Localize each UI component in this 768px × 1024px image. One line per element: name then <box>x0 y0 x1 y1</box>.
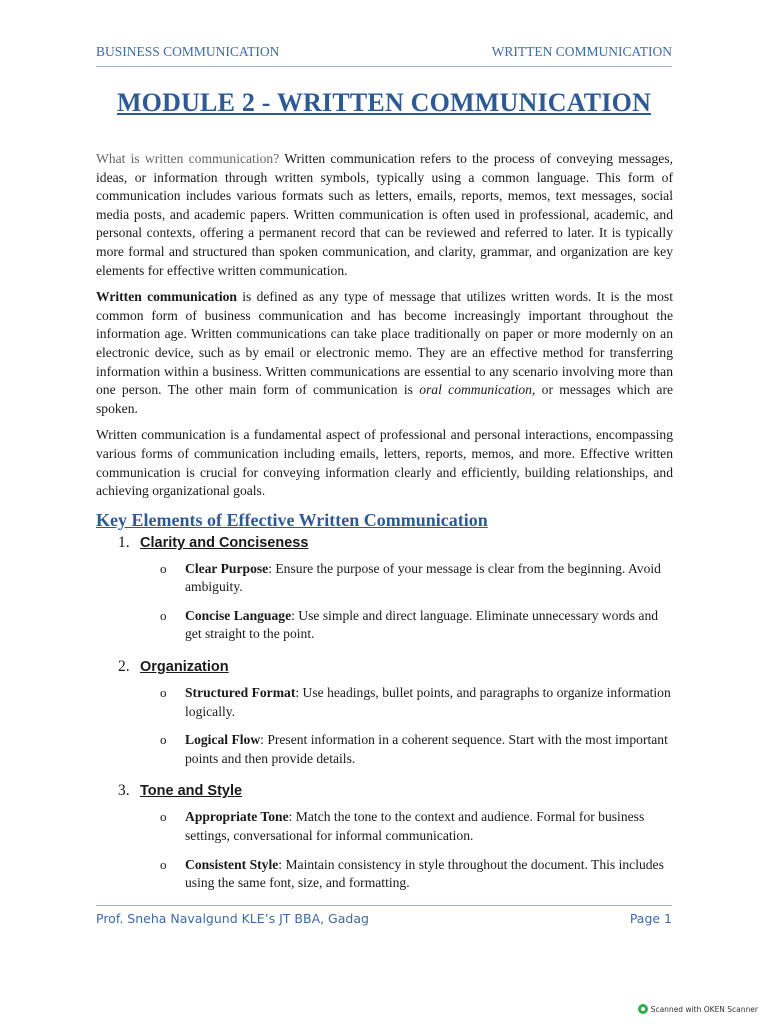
item-desc: : Use simple and direct language. Eliminate unnecessary words and get straight to the point. <box>185 607 659 642</box>
item-desc: : Present information in a coherent sequence. Start with the most important points and then provide details. <box>185 732 668 766</box>
header-left: BUSINESS COMMUNICATION <box>96 44 280 59</box>
list-item <box>96 808 673 845</box>
header-right: WRITTEN COMMUNICATION <box>491 44 672 59</box>
list-item <box>96 856 673 893</box>
section-clarity <box>96 532 673 644</box>
intro-paragraph <box>96 150 673 280</box>
definition-term: Written communication <box>96 289 237 305</box>
bullet-circle-icon: o <box>160 607 167 623</box>
item-term: Clear Purpose <box>185 560 269 576</box>
list-item <box>96 731 673 768</box>
section-heading <box>118 780 673 802</box>
section-number: 1. <box>118 533 130 551</box>
bullet-circle-icon: o <box>160 856 167 872</box>
item-term: Concise Language <box>185 607 292 623</box>
fundamental-paragraph: Written communication is a fundamental aspect of professional and personal interactions, encompassing various forms of communication including emails, letters, reports, memos, and more. Effective written communication is crucial for conveying information clearly and efficiently, building relationships, and achieving organizational goals. <box>96 427 673 499</box>
intro-text: Written communication refers to the process of conveying messages, ideas, or information through written symbols, typically using a common language. This form of communication includes various formats such as letters, emails, reports, memos, text messages, social media posts, and academic papers. Written communication is often used in professional, academic, and personal contexts, offering a permanent record that can be reviewed and referred to later. It is typically more formal and structured than spoken communication, and clarity, grammar, and organization are key elements for effective written communication. <box>96 151 673 278</box>
item-desc: : Maintain consistency in style throughout the document. This includes using the same font, size, and formatting. <box>185 856 664 891</box>
bullet-circle-icon: o <box>160 809 167 825</box>
definition-text-end: , or messages which are spoken. <box>96 382 674 416</box>
list-item <box>96 560 673 597</box>
item-desc: : Ensure the purpose of your message is clear from the beginning. Avoid ambiguity. <box>185 560 661 595</box>
item-term: Consistent Style <box>185 856 279 872</box>
page-number: Page 1 <box>629 911 672 926</box>
bullet-circle-icon: o <box>160 560 167 576</box>
section-number: 2. <box>118 658 130 676</box>
bullet-list <box>96 560 673 644</box>
section-organization <box>96 656 673 768</box>
footer-author: Prof. Sneha Navalgund KLE’s JT BBA, Gadag <box>96 911 369 926</box>
header-divider <box>96 66 672 67</box>
section-heading <box>118 532 673 554</box>
item-term: Logical Flow <box>185 732 261 748</box>
section-tone-style <box>96 780 673 892</box>
footer-divider <box>96 905 672 906</box>
item-term: Appropriate Tone <box>185 809 289 825</box>
scanner-text: Scanned with OKEN Scanner <box>650 1004 758 1014</box>
page-header <box>96 44 672 64</box>
list-item <box>96 607 673 644</box>
bullet-list <box>96 684 673 768</box>
list-item <box>96 684 673 721</box>
item-desc: : Match the tone to the context and audience. Formal for business settings, conversational for informal communication. <box>185 809 645 844</box>
section-number: 3. <box>118 782 130 800</box>
document-body <box>96 150 673 905</box>
scanner-watermark <box>638 1004 758 1014</box>
bullet-list <box>96 808 673 892</box>
definition-paragraph <box>96 288 673 418</box>
section-title: Organization <box>140 659 229 676</box>
oral-communication-term: oral communication <box>419 382 532 398</box>
intro-question: What is written communication? <box>96 151 280 166</box>
section-title: Tone and Style <box>140 783 243 800</box>
section-title: Clarity and Conciseness <box>140 534 309 551</box>
bullet-circle-icon: o <box>160 732 167 748</box>
item-term: Structured Format <box>185 685 296 701</box>
definition-text: is defined as any type of message that utilizes written words. It is the most common form of business communication and has become increasingly important throughout the information age. Written communications can take place traditionally on paper or more modernly on an electronic device, such as by email or electronic memo. They are an effective method for transferring information within a business. Written communications are essential to any scenario involving more than one person. The other main form of communication is <box>96 289 673 398</box>
page-title: MODULE 2 - WRITTEN COMMUNICATION <box>116 88 652 117</box>
scanner-logo-icon <box>638 1004 648 1014</box>
key-elements-heading: Key Elements of Effective Written Communication <box>96 509 488 530</box>
section-heading <box>118 656 673 678</box>
item-desc: : Use headings, bullet points, and paragraphs to organize information logically. <box>185 685 671 719</box>
bullet-circle-icon: o <box>160 685 167 701</box>
